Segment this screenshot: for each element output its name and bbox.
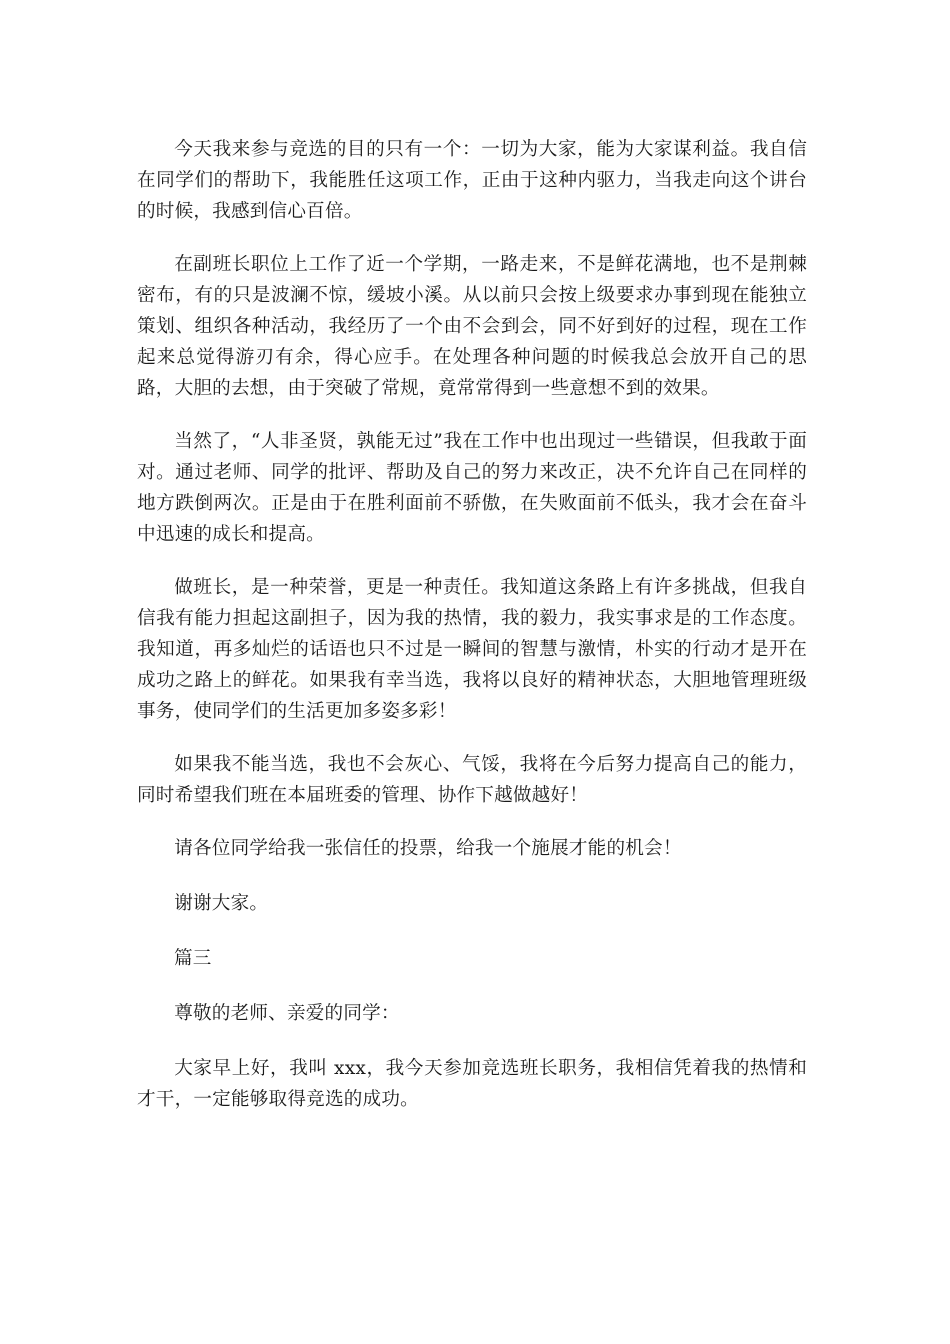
paragraph-if-not-elected: 如果我不能当选，我也不会灰心、气馁，我将在今后努力提高自己的能力，同时希望我们班在本届班委的管理、协作下越做越好！ [137, 754, 807, 806]
paragraph-mistakes: 当然了，“人非圣贤，孰能无过”我在工作中也出现过一些错误，但我敢于面对。通过老师、同学的批评、帮助及自己的努力来改正，决不允许自己在同样的地方跌倒两次。正是由于在胜利面前不骄傲，在失败面前不低头，我才会在奋斗中迅速的成长和提高。 [137, 431, 807, 545]
section-heading: 篇三 [174, 948, 212, 969]
greeting-line: 尊敬的老师、亲爱的同学： [174, 1003, 400, 1024]
paragraph-purpose: 今天我来参与竞选的目的只有一个：一切为大家，能为大家谋利益。我自信在同学们的帮助下，我能胜任这项工作，正由于这种内驱力，当我走向这个讲台的时候，我感到信心百倍。 [137, 139, 807, 222]
paragraph-responsibility: 做班长，是一种荣誉，更是一种责任。我知道这条路上有许多挑战，但我自信我有能力担起这副担子，因为我的热情，我的毅力，我实事求是的工作态度。我知道，再多灿烂的话语也只不过是一瞬间的智慧与激情，朴实的行动才是开在成功之路上的鲜花。如果我有幸当选，我将以良好的精神状态，大胆地管理班级事务，使同学们的生活更加多姿多彩！ [137, 577, 807, 722]
document-body [137, 134, 807, 1137]
paragraph-vote-request: 请各位同学给我一张信任的投票，给我一个施展才能的机会！ [174, 838, 682, 859]
paragraph-experience: 在副班长职位上工作了近一个学期，一路走来，不是鲜花满地，也不是荆棘密布，有的只是波澜不惊，缓坡小溪。从以前只会按上级要求办事到现在能独立策划、组织各种活动，我经历了一个由不会到会，同不好到好的过程，现在工作起来总觉得游刃有余，得心应手。在处理各种问题的时候我总会放开自己的思路，大胆的去想，由于突破了常规，竟常常得到一些意想不到的效果。 [137, 254, 807, 399]
paragraph-thanks: 谢谢大家。 [174, 893, 269, 914]
paragraph-introduction: 大家早上好，我叫 xxx，我今天参加竞选班长职务，我相信凭着我的热情和才干，一定能够取得竞选的成功。 [137, 1058, 807, 1110]
